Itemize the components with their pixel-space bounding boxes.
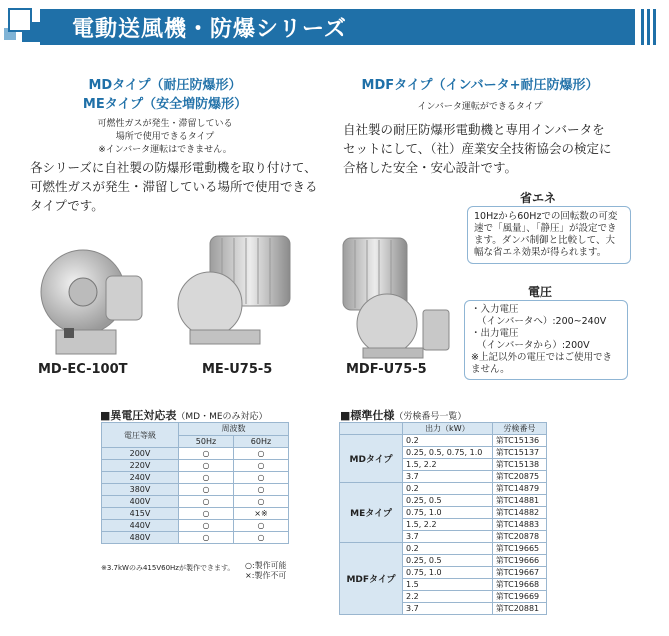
spec-row — [340, 435, 547, 447]
cert-number-cell: 第TC19667 — [492, 567, 546, 579]
md-type-heading: MDタイプ（耐圧防爆形） — [88, 78, 242, 93]
voltage-cell: 440V — [102, 520, 179, 532]
cert-number-cell: 第TC19666 — [492, 555, 546, 567]
md-ec-100t-image — [28, 232, 148, 360]
voltage-cell: 480V — [102, 532, 179, 544]
output-cell: 2.2 — [403, 591, 493, 603]
output-cell: 3.7 — [403, 603, 493, 615]
page-title: 電動送風機・防爆シリーズ — [72, 17, 347, 42]
header-stripes — [641, 9, 659, 45]
spec-row — [340, 483, 547, 495]
output-cell: 3.7 — [403, 471, 493, 483]
right-intro — [330, 74, 630, 112]
col-voltage-class: 電圧等級 — [102, 423, 179, 448]
cert-number-cell: 第TC20875 — [492, 471, 546, 483]
mdf-u75-5-image — [333, 232, 463, 362]
me-type-heading: MEタイプ（安全増防爆形） — [82, 97, 248, 112]
cell-50hz: ○ — [179, 472, 234, 484]
output-cell: 1.5, 2.2 — [403, 459, 493, 471]
cert-number-cell: 第TC15138 — [492, 459, 546, 471]
output-cell: 3.7 — [403, 531, 493, 543]
input-voltage-value: （インバータへ）:200~240V — [477, 316, 607, 327]
cell-60hz: ○ — [234, 532, 289, 544]
spec-row — [340, 543, 547, 555]
cell-50hz: ○ — [179, 520, 234, 532]
left-intro — [40, 74, 290, 155]
voltage-row — [102, 508, 289, 520]
table2-title-main: ■標準仕様 — [340, 409, 395, 422]
table2-title — [340, 407, 466, 423]
cert-number-cell: 第TC19669 — [492, 591, 546, 603]
mdf-type-heading: MDFタイプ（インバータ+耐圧防爆形） — [361, 78, 599, 93]
voltage-row — [102, 460, 289, 472]
col-cert-number: 労検番号 — [492, 423, 546, 435]
voltage-cell: 380V — [102, 484, 179, 496]
voltage-row — [102, 448, 289, 460]
left-sub-line2: 場所で使用できるタイプ — [115, 132, 215, 142]
table1-title — [100, 407, 268, 423]
output-cell: 0.25, 0.5 — [403, 555, 493, 567]
cert-number-cell: 第TC14879 — [492, 483, 546, 495]
legend-possible: ○:製作可能 — [245, 561, 287, 570]
output-cell: 0.2 — [403, 435, 493, 447]
table1-legend — [245, 561, 287, 581]
product-label-me-u75-5: ME-U75-5 — [202, 362, 273, 377]
output-voltage-value: （インバータから）:200V — [477, 340, 590, 351]
standard-spec-table — [339, 422, 547, 615]
output-cell: 0.25, 0.5, 0.75, 1.0 — [403, 447, 493, 459]
left-body-text: 各シリーズに自社製の防爆形電動機を取り付けて、可燃性ガスが発生・滞留している場所で使用できるタイプです。 — [30, 160, 318, 213]
output-cell: 0.25, 0.5 — [403, 495, 493, 507]
output-voltage-label: ・出力電圧 — [471, 328, 519, 339]
cell-60hz: ○ — [234, 484, 289, 496]
voltage-cell: 415V — [102, 508, 179, 520]
voltage-row — [102, 484, 289, 496]
shoene-box — [467, 206, 631, 264]
cell-60hz: ○ — [234, 448, 289, 460]
voltage-row — [102, 496, 289, 508]
me-u75-5-image — [170, 226, 300, 354]
legend-impossible: ×:製作不可 — [245, 571, 287, 580]
cell-50hz: ○ — [179, 460, 234, 472]
cert-number-cell: 第TC20878 — [492, 531, 546, 543]
cert-number-cell: 第TC14882 — [492, 507, 546, 519]
shoene-title: 省エネ — [520, 191, 557, 205]
col-output: 出力（kW） — [403, 423, 493, 435]
voltage-cell: 220V — [102, 460, 179, 472]
voltage-row — [102, 532, 289, 544]
cert-number-cell: 第TC20881 — [492, 603, 546, 615]
type-group-cell: MDタイプ — [340, 435, 403, 483]
output-cell: 1.5 — [403, 579, 493, 591]
col-type — [340, 423, 403, 435]
cell-60hz: ×※ — [234, 508, 289, 520]
voltage-compat-table — [101, 422, 289, 544]
cert-number-cell: 第TC14881 — [492, 495, 546, 507]
table1-title-sub: （MD・MEのみ対応） — [176, 412, 268, 422]
cell-50hz: ○ — [179, 484, 234, 496]
cell-50hz: ○ — [179, 496, 234, 508]
output-cell: 1.5, 2.2 — [403, 519, 493, 531]
cell-60hz: ○ — [234, 472, 289, 484]
voltage-cell: 200V — [102, 448, 179, 460]
cell-50hz: ○ — [179, 448, 234, 460]
cert-number-cell: 第TC15136 — [492, 435, 546, 447]
voltage-title: 電圧 — [528, 285, 553, 299]
right-sub: インバータ運転ができるタイプ — [417, 102, 543, 112]
cert-number-cell: 第TC19668 — [492, 579, 546, 591]
table1-title-main: ■異電圧対応表 — [100, 409, 177, 422]
cell-60hz: ○ — [234, 496, 289, 508]
cell-60hz: ○ — [234, 520, 289, 532]
voltage-row — [102, 472, 289, 484]
product-label-md-ec-100t: MD-EC-100T — [38, 362, 128, 377]
cell-50hz: ○ — [179, 508, 234, 520]
cert-number-cell: 第TC19665 — [492, 543, 546, 555]
output-cell: 0.2 — [403, 483, 493, 495]
voltage-cell: 400V — [102, 496, 179, 508]
type-group-cell: MEタイプ — [340, 483, 403, 543]
voltage-row — [102, 520, 289, 532]
cert-number-cell: 第TC14883 — [492, 519, 546, 531]
type-group-cell: MDFタイプ — [340, 543, 403, 615]
voltage-box — [464, 300, 628, 380]
logo-square-outline — [8, 8, 32, 32]
cell-50hz: ○ — [179, 532, 234, 544]
cell-60hz: ○ — [234, 460, 289, 472]
col-50hz: 50Hz — [179, 435, 234, 448]
voltage-note: ※上記以外の電圧ではご使用できません。 — [471, 352, 612, 375]
table1-footnote: ※3.7kWのみ415V60Hzが製作できます。 — [101, 564, 235, 572]
table2-title-sub: （労検番号一覧） — [394, 412, 467, 422]
shoene-text: 10Hzから60Hzでの回転数の可変速で「風量」、「静圧」が設定できます。ダンパ制御と比較して、大幅な省エネ効果が得られます。 — [474, 211, 618, 258]
output-cell: 0.75, 1.0 — [403, 567, 493, 579]
output-cell: 0.75, 1.0 — [403, 507, 493, 519]
cert-number-cell: 第TC15137 — [492, 447, 546, 459]
left-sub-line1: 可燃性ガスが発生・滞留している — [97, 119, 233, 129]
output-cell: 0.2 — [403, 543, 493, 555]
product-label-mdf-u75-5: MDF-U75-5 — [346, 362, 427, 377]
right-body-text: 自社製の耐圧防爆形電動機と専用インバータをセットにして、（社）産業安全技術協会の検定に合格した安全・安心設計です。 — [343, 122, 612, 175]
col-frequency: 周波数 — [179, 423, 289, 436]
voltage-cell: 240V — [102, 472, 179, 484]
input-voltage-label: ・入力電圧 — [471, 304, 519, 315]
left-sub-note: ※インバータ運転はできません。 — [98, 145, 232, 155]
col-60hz: 60Hz — [234, 435, 289, 448]
